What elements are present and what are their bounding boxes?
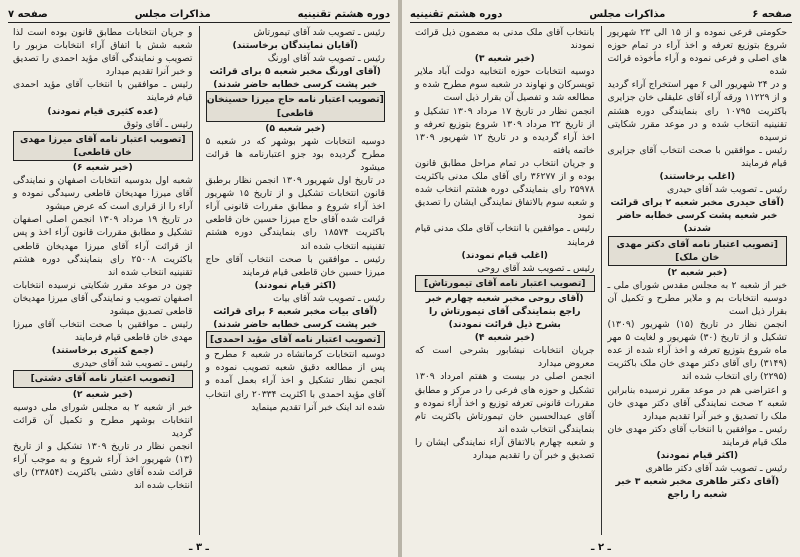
column-divider (601, 26, 602, 535)
column-divider (199, 26, 200, 535)
body-paragraph: دوسیه انتخابات شهر بوشهر که در شعبه ۵ مطرح گردیده بود جزو اعتبارنامه ها قرائت میشود (205, 135, 385, 173)
page-header (410, 6, 792, 23)
procedural-note: (خبر شعبه ۴) (474, 332, 535, 344)
left-page (0, 0, 398, 557)
procedural-note: (آقای حیدری مخبر شعبه ۲ برای قرائت خبر شعبه پشت کرسی خطابه حاضر شدند) (610, 197, 785, 235)
procedural-note: (آقای بیات مخبر شعبه ۶ برای قرائت خبر پشت کرسی خطابه حاضر شدند) (213, 305, 378, 331)
speaker-line: رئیس ـ موافقین با انتخاب آقای ملک مدنی قیام فرمایند (415, 223, 595, 248)
speaker-line: رئیس ـ موافقین با صحت انتخاب آقای جزایری قیام فرمایند (607, 144, 787, 169)
body-paragraph: حکومتی فرعی نموده و از ۱۵ الی ۲۳ شهریور شروع بتوزیع تعرفه و اخذ آراء در تمام حوزه های اصلی و فرعی نموده و آراء مأخوذه قرائت شده (607, 27, 787, 78)
header-session: دوره هشتم تقنینیه (297, 8, 390, 20)
procedural-note: (آقای دکتر طاهری مخبر شعبه ۳ خبر شعبه را راجع (615, 476, 780, 501)
speaker-line: رئیس ـ تصویب شد آقای تیمورتاش (253, 27, 385, 38)
body-paragraph: در تاریخ ۱۹ مرداد ۱۳۰۹ انجمن اصلی اصفهان تشکیل و مطابق مقررات قانون آراء اخذ و پس از قرائت آراء آقای میرزا مهدیخان قاطعی باکثریت ۲۵۰۰۸ رای بنمایندگی دوره هشتم تقنینیه انتخاب شده اند (13, 214, 193, 278)
body-paragraph: بانتخاب آقای ملک مدنی به مضمون ذیل قرائت نمودند (415, 27, 595, 52)
speaker-line: رئیس ـ تصویب شد آقای حیدری (667, 184, 787, 196)
body-paragraph: و جریان انتخابات مطابق قانون بوده است لذا شعبه شش با اتفاق آراء انتخابات مزبور را تصویب و نمایندگی آقای مؤید احمدی را تصدیق و خبر آنرا تقدیم میدارد (13, 27, 193, 78)
procedural-note: (عده کثیری قیام نمودند) (47, 105, 159, 117)
speaker-line: رئیس ـ موافقین با انتخاب آقای مؤید احمدی قیام فرمایند (13, 79, 193, 104)
body-paragraph: خبر از شعبه ۲ به مجلس مقدس شورای ملی ـ دوسیه انتخابات بم و ملایر مطرح و تکمیل آن بقرار ذیل است (607, 279, 788, 317)
speaker-line: رئیس ـ تصویب شد آقای بیات (273, 292, 385, 304)
page-footer: ـ ۲ ـ (591, 542, 611, 553)
body-paragraph: انجمن نظار در تاریخ (۱۵) شهریور (۱۳۰۹) تشکیل و از تاریخ (۳۰) شهریور و لغایت ۵ مهر ماه شروع بتوزیع تعرفه و اخذ آراء شده از عده (۳۱۴۹) رای آقای دکتر مهدی خان ملک باکثریت (۲۲۹۵) رای انتخاب شده اند (607, 319, 787, 383)
column-left (410, 26, 600, 535)
speaker-line: رئیس ـ آقای وثوق (123, 118, 193, 130)
text-columns (8, 26, 390, 535)
procedural-note: (اکثر قیام نمودند) (656, 450, 739, 461)
body-paragraph: خبر از شعبه ۲ به مجلس شورای ملی دوسیه انتخابات بوشهر مطرح و تکمیل آن قرائت گردید (13, 401, 193, 439)
page-footer: ـ ۳ ـ (189, 542, 209, 553)
right-page (402, 0, 800, 557)
section-heading: [تصویب اعتبار نامه آقای تیمورتاش] (415, 275, 595, 292)
header-session: دوره هشتم تقنینیه (410, 8, 503, 20)
section-heading: [تصویب اعتبار نامه آقای دکتر مهدی خان ملک] (608, 236, 788, 266)
body-paragraph: چون در موعد مقرر شکایتی نرسیده انتخابات اصفهان تصویب و نمایندگی آقای میرزا مهدیخان قاطعی تصدیق میشود (13, 279, 193, 317)
page-header (8, 6, 390, 23)
procedural-note: (آقای اورنگ مخبر شعبه ۵ برای قرائت خبر پشت کرسی خطابه حاضر شدند) (209, 66, 381, 91)
body-paragraph: و جریان انتخاب در تمام مراحل مطابق قانون بوده و از ۳۶۲۷۷ رای آقای ملک مدنی باکثریت ۲۵۹۷۸ رای بنمایندگی دوره هشتم انتخاب شده و شعبه سوم بالاتفاق نمایندگی ایشان را تصدیق نمود (415, 157, 595, 222)
body-paragraph: و شعبه چهارم بالاتفاق آراء نمایندگی ایشان را تصدیق و خبر آن را تقدیم میدارد (415, 436, 595, 461)
procedural-note: (خبر شعبه ۲) (72, 388, 133, 400)
procedural-note: (اغلب برخاستند) (659, 171, 736, 183)
procedural-note: (آقایان نمایندگان برخاستند) (232, 40, 358, 52)
body-paragraph: انجمن نظار در تاریخ ۱۳۰۹ تشکیل و از تاریخ (۱۳) شهریور اخذ آراء شروع و به موجب آراء قرائت شده آقای دشتی باکثریت (۲۳۸۵۴) رای انتخاب شده اند (13, 440, 193, 492)
section-heading: [تصویب اعتبار نامه آقای میرزا مهدی خان قاطعی] (13, 131, 193, 161)
procedural-note: (جمع کثیری برخاستند) (51, 345, 154, 357)
body-paragraph: جریان انتخابات نیشابور بشرحی است که معروض میدارد (415, 345, 595, 370)
speaker-line: رئیس ـ موافقین با انتخاب آقای دکتر مهدی خان ملک قیام فرمایند (607, 423, 787, 448)
procedural-note: (خبر شعبه ۶) (72, 161, 133, 173)
body-paragraph: انجمن نظار در تاریخ ۱۷ مرداد ۱۳۰۹ تشکیل و از تاریخ ۲۲ مرداد ۱۳۰۹ شروع بتوزیع تعرفه و اخذ آراء گردیده و در تاریخ ۱۲ شهریور ۱۳۰۹ خاتمه یافته (415, 105, 595, 156)
speaker-line: رئیس ـ موافقین با صحت انتخاب آقای میرزا مهدی خان قاطعی قیام فرمایند (13, 319, 193, 344)
speaker-line: رئیس ـ تصویب شد آقای روحی (477, 262, 595, 274)
body-paragraph: انجمن اصلی در بیست و هفتم امرداد ۱۳۰۹ تشکیل و حوزه های فرعی را در مرکز و مطابق مقررات قانونی تعرفه توزیع و اخذ آراء نموده و آقای عبدالحسین خان تیمورتاش باکثریت تام بنمایندگی انتخاب شده اند (415, 371, 595, 435)
body-paragraph: دوسیه انتخابات کرمانشاه در شعبه ۶ مطرح و پس از مطالعه دقیق شعبه تصویب نموده و انجمن نظار تشکیل و اخذ آراء بعمل آمده و آقای مؤید احمدی با اکثریت ۲۰۳۳۴ رای انتخاب شده اند اینک خبر آنرا تقدیم مینماید (205, 349, 385, 413)
procedural-note: (اکثر قیام نمودند) (254, 279, 337, 291)
section-heading: [تصویب اعتبار نامه آقای دشتی] (13, 370, 193, 387)
speaker-line: رئیس ـ موافقین با صحت انتخاب آقای حاج میرزا حسین خان قاطعی قیام فرمایند (205, 253, 385, 278)
body-paragraph: شعبه اول بدوسیه انتخابات اصفهان و نمایندگی آقای میرزا مهدیخان قاطعی رسیدگی نموده و آراء را از قراری است که عرض میشود (13, 175, 193, 213)
column-left (8, 26, 198, 535)
header-title: مذاکرات مجلس (589, 8, 666, 20)
section-heading: [تصویب اعتبار نامه آقای مؤید احمدی] (206, 331, 386, 348)
section-heading: [تصویب اعتبار نامه حاج میرزا حسینخان قاطعی] (206, 91, 386, 121)
speaker-line: رئیس ـ تصویب شد آقای اورنگ (267, 53, 385, 65)
header-page-number: صفحه ۶ (752, 8, 792, 20)
speaker-line: رئیس ـ تصویب شد آقای حیدری (72, 358, 193, 370)
procedural-note: (آقای روحی مخبر شعبه چهارم خبر راجع بنمایندگی آقای تیمورتاش را بشرح ذیل قرائت نمودند) (425, 292, 584, 331)
body-paragraph: و در ۲۴ شهریور الی ۶ مهر استخراج آراء گردید و از ۱۱۲۲۹ ورقه آراء آقای علیقلی خان جزایری باکثریت ۱۰۷۹۵ رای بنمایندگی دوره هشتم تقنینیه انتخاب شده و در موعد مقرر شکایتی نرسیده (607, 79, 787, 143)
column-right (603, 26, 793, 535)
speaker-line: رئیس ـ تصویب شد آقای دکتر طاهری (645, 463, 787, 475)
procedural-note: (خبر شعبه ۲) (667, 266, 728, 278)
column-right (201, 26, 391, 535)
body-paragraph: دوسیه انتخابات حوزه انتخابیه دولت آباد ملایر تویسرکان و نهاوند در شعبه سوم مطرح شده و مطالعه شد و تفصیل آن بقرار ذیل است (415, 66, 595, 104)
procedural-note: (خبر شعبه ۳) (474, 53, 535, 65)
body-paragraph: در تاریخ اول شهریور ۱۳۰۹ انجمن نظار برطبق قانون انتخابات تشکیل و از تاریخ ۱۵ شهریور اخذ آراء شروع و مطابق مقررات قانونی آراء قرائت شده آقای حاج میرزا حسین خان قاطعی باکثریت ۱۸۵۷۴ رای بنمایندگی دوره هشتم تقنینیه انتخاب شده اند (205, 175, 385, 252)
text-columns (410, 26, 792, 535)
header-title: مذاکرات مجلس (134, 8, 211, 20)
body-paragraph: و اعتراضی هم در موعد مقرر نرسیده بنابراین شعبه ۲ صحت نمایندگی آقای دکتر مهدی خان ملک را تصدیق و خبر آنرا تقدیم میدارد (607, 384, 788, 422)
procedural-note: (خبر شعبه ۵) (265, 122, 326, 134)
header-page-number: صفحه ۷ (8, 8, 48, 20)
procedural-note: (اغلب قیام نمودند) (461, 249, 548, 261)
